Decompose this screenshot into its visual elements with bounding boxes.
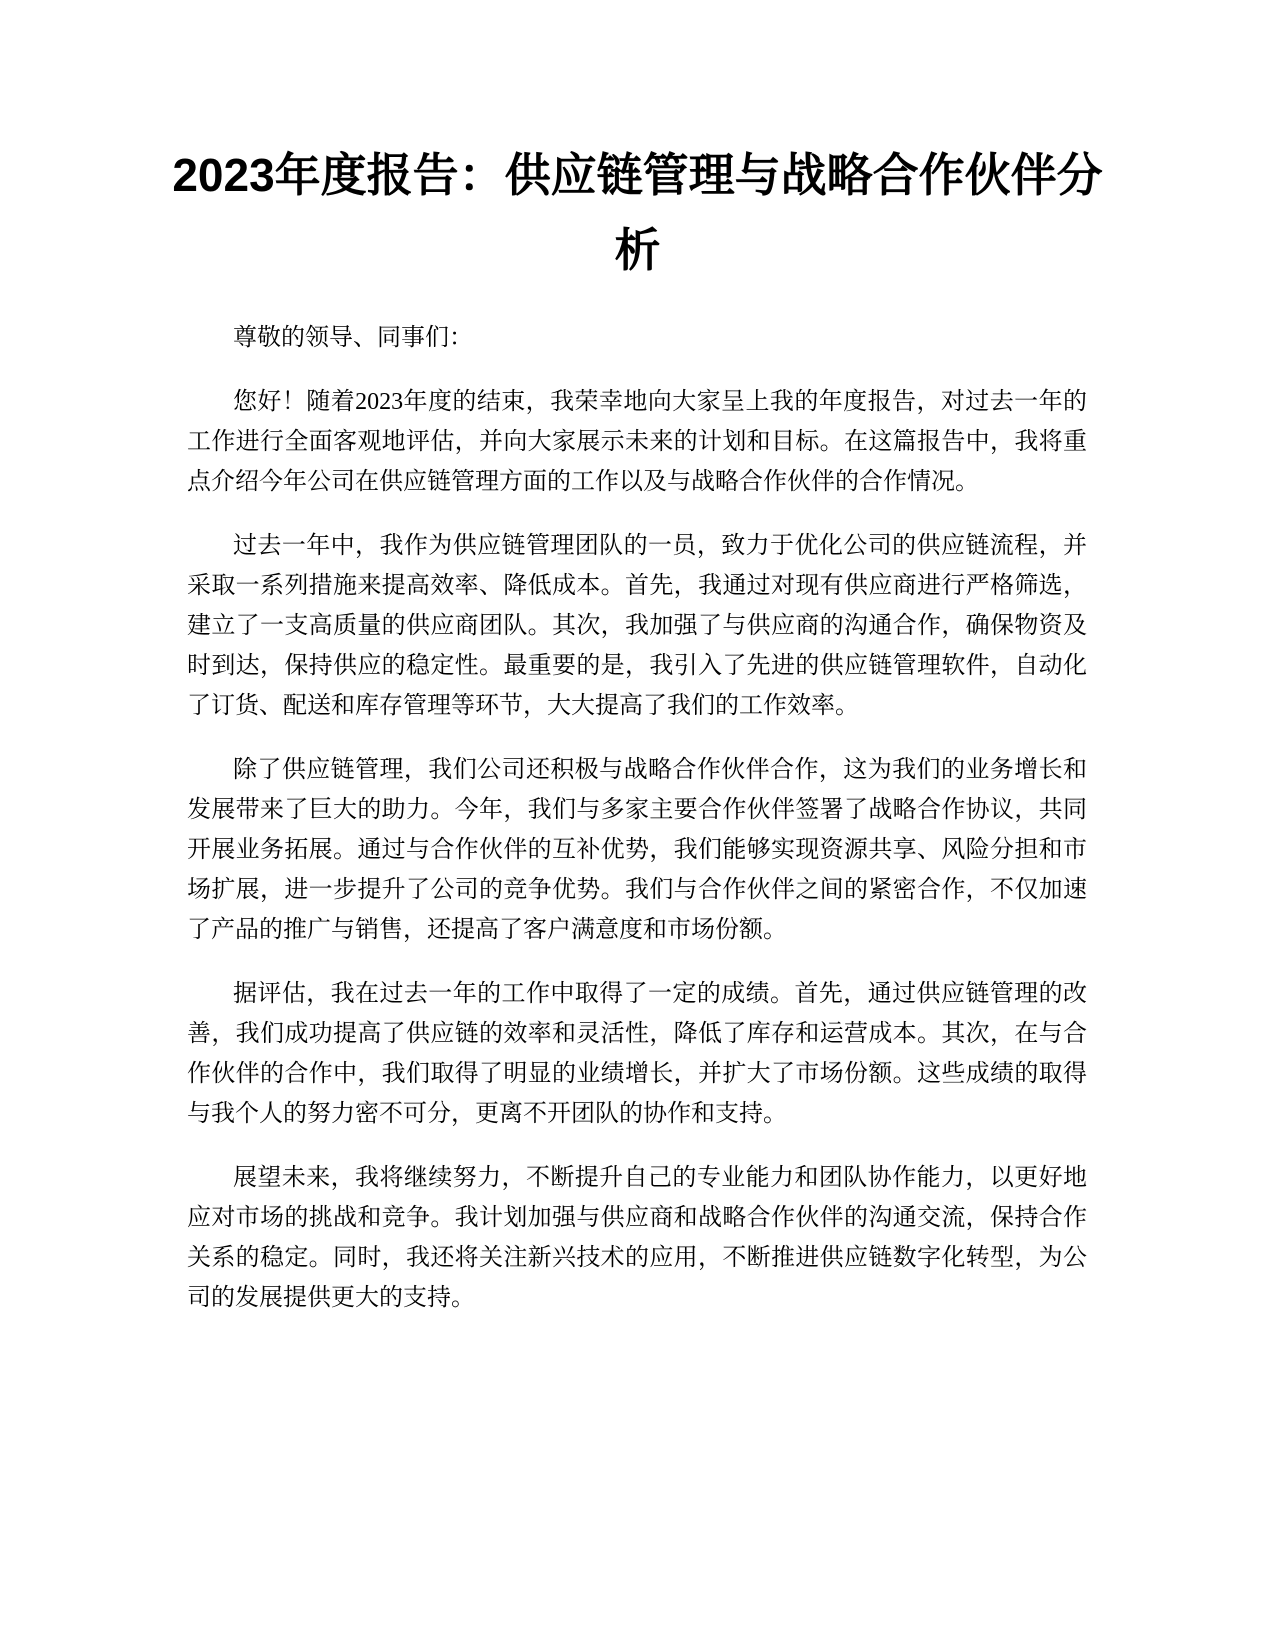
body-paragraph: 除了供应链管理，我们公司还积极与战略合作伙伴合作，这为我们的业务增长和发展带来了巨大的助力。今年，我们与多家主要合作伙伴签署了战略合作协议，共同开展业务拓展。通过与合作伙伴的互补优势，我们能够实现资源共享、风险分担和市场扩展，进一步提升了公司的竞争优势。我们与合作伙伴之间的紧密合作，不仅加速了产品的推广与销售，还提高了客户满意度和市场份额。: [187, 757, 1087, 943]
body-paragraph: 据评估，我在过去一年的工作中取得了一定的成绩。首先，通过供应链管理的改善，我们成功提高了供应链的效率和灵活性，降低了库存和运营成本。其次，在与合作伙伴的合作中，我们取得了明显的业绩增长，并扩大了市场份额。这些成绩的取得与我个人的努力密不可分，更离不开团队的协作和支持。: [187, 981, 1087, 1127]
document-body: [187, 318, 1087, 1342]
body-paragraph: 过去一年中，我作为供应链管理团队的一员，致力于优化公司的供应链流程，并采取一系列措施来提高效率、降低成本。首先，我通过对现有供应商进行严格筛选，建立了一支高质量的供应商团队。其次，我加强了与供应商的沟通合作，确保物资及时到达，保持供应的稳定性。最重要的是，我引入了先进的供应链管理软件，自动化了订货、配送和库存管理等环节，大大提高了我们的工作效率。: [187, 533, 1087, 719]
body-paragraph: 您好！随着2023年度的结束，我荣幸地向大家呈上我的年度报告，对过去一年的工作进行全面客观地评估，并向大家展示未来的计划和目标。在这篇报告中，我将重点介绍今年公司在供应链管理方面的工作以及与战略合作伙伴的合作情况。: [187, 389, 1087, 495]
salutation-paragraph: 尊敬的领导、同事们：: [233, 325, 473, 351]
body-paragraph: 展望未来，我将继续努力，不断提升自己的专业能力和团队协作能力，以更好地应对市场的挑战和竞争。我计划加强与供应商和战略合作伙伴的沟通交流，保持合作关系的稳定。同时，我还将关注新兴技术的应用，不断推进供应链数字化转型，为公司的发展提供更大的支持。: [187, 1165, 1087, 1311]
document-title: 2023年度报告：供应链管理与战略合作伙伴分析: [172, 149, 1103, 276]
